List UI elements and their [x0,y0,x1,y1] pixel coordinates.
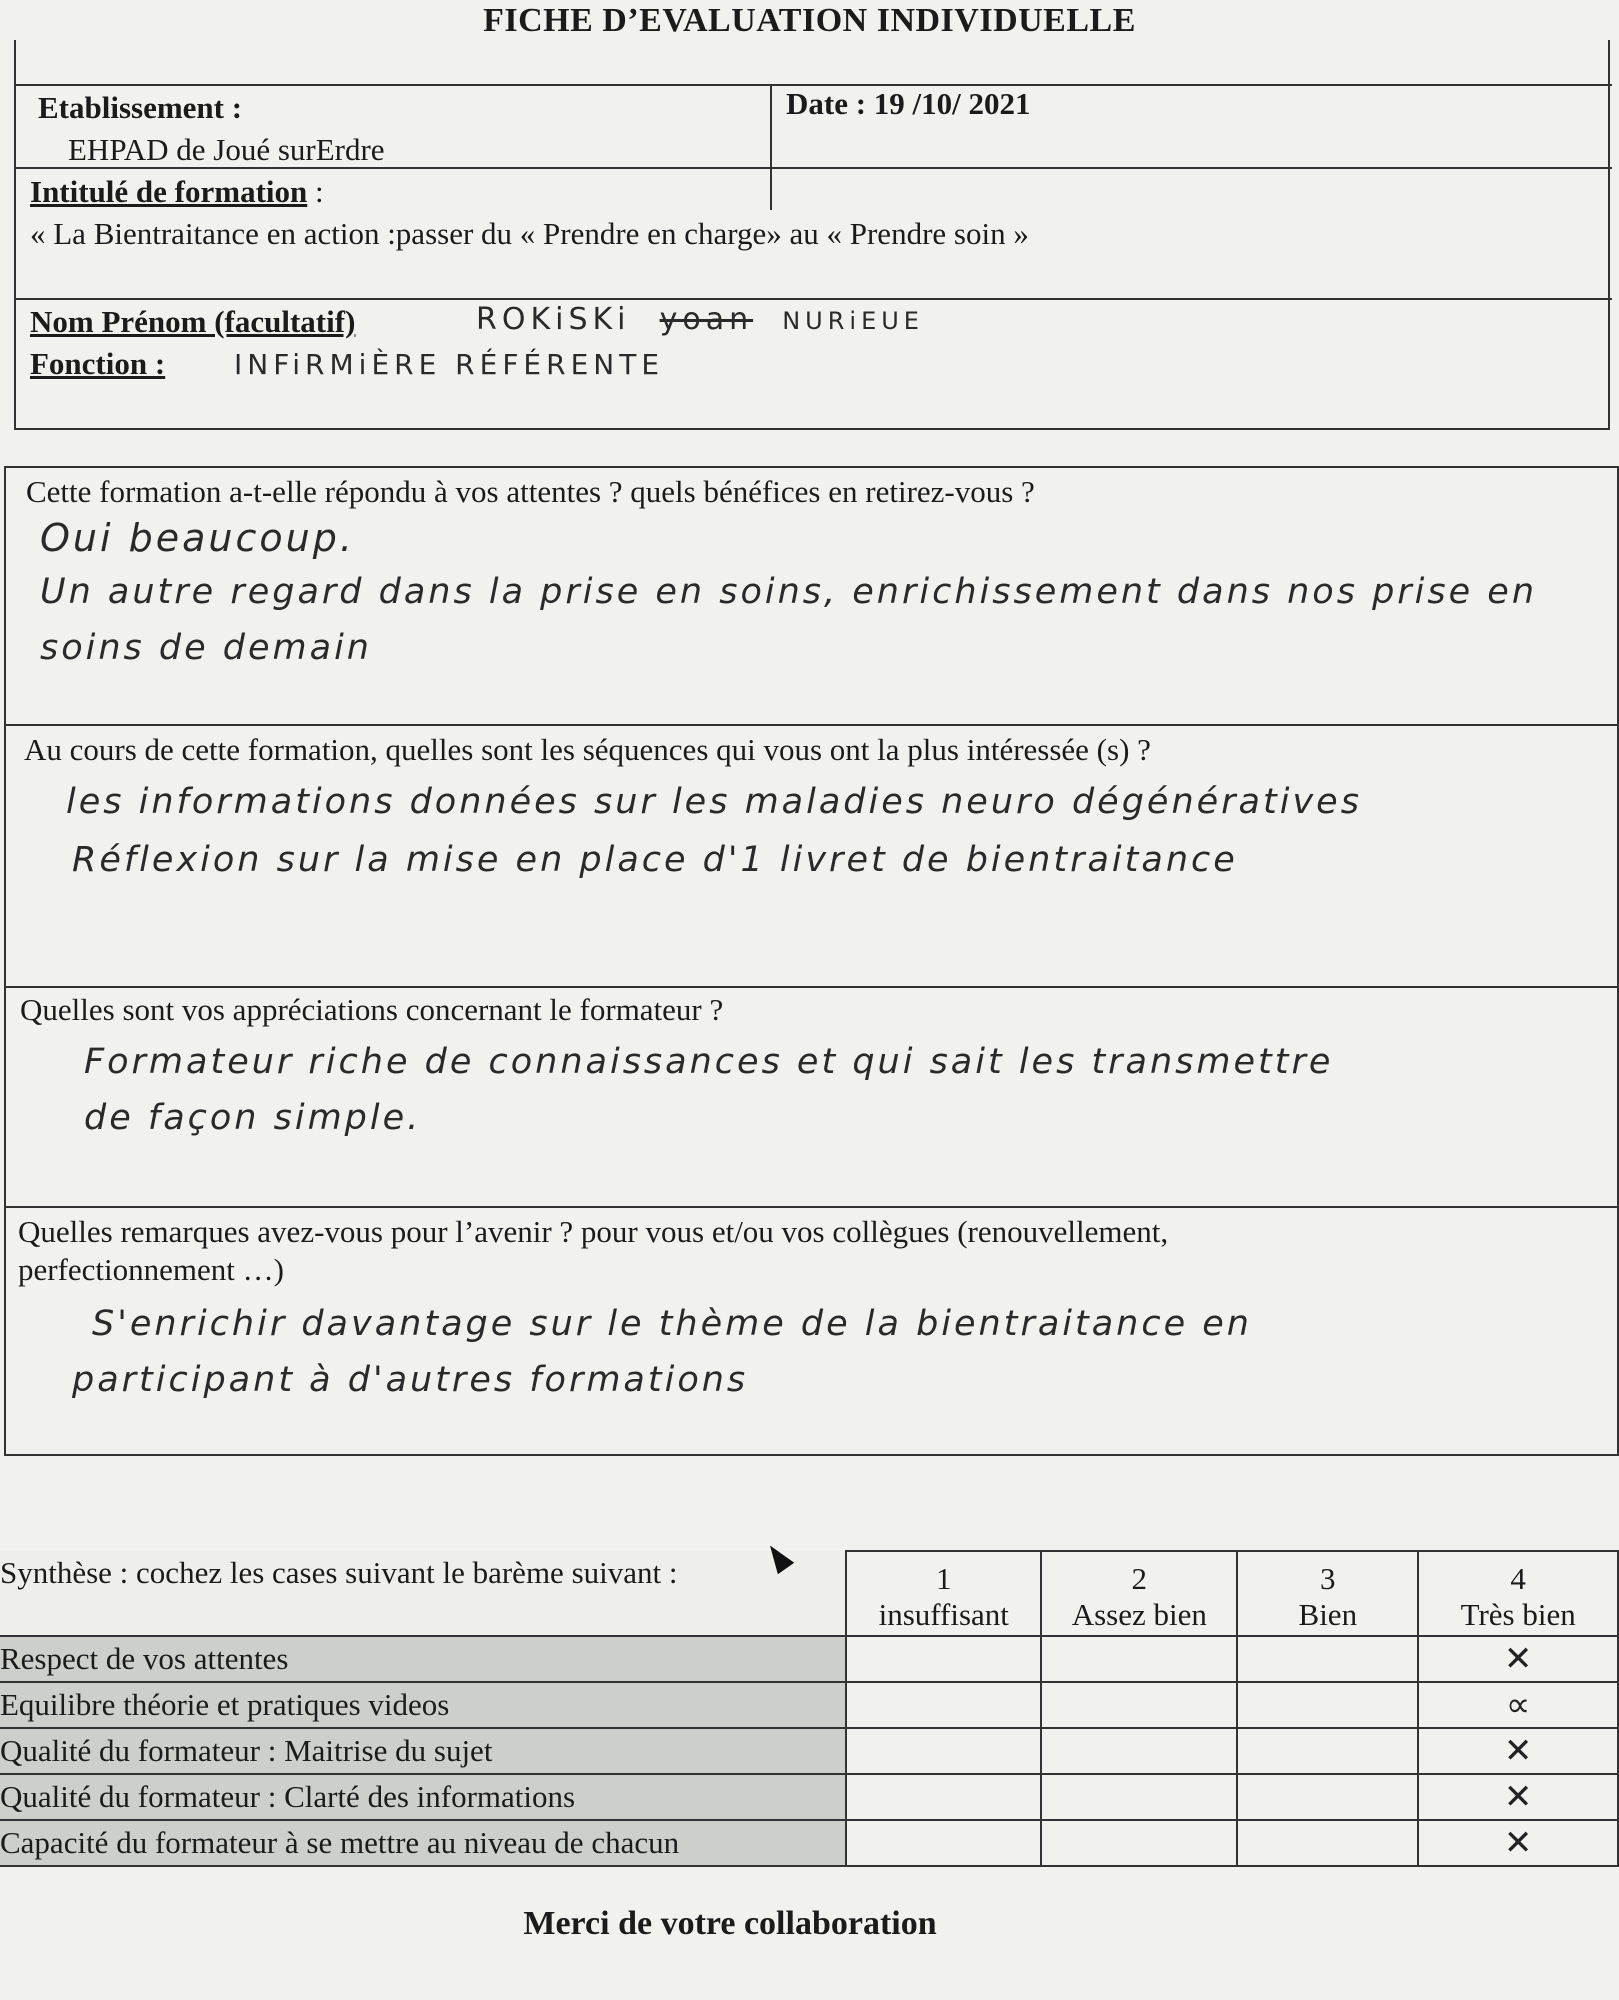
checkbox-cell[interactable] [846,1682,1041,1728]
etablissement-value: EHPAD de Joué surErdre [68,132,385,167]
answer-line: de façon simple. [84,1098,422,1138]
column-header [846,1551,1041,1636]
row-label: Respect de vos attentes [0,1636,846,1682]
column-header [1041,1551,1237,1636]
answer-line: soins de demain [40,628,372,668]
form-title: FICHE D’EVALUATION INDIVIDUELLE [483,2,1136,39]
row-label: Capacité du formateur à se mettre au niveau de chacun [0,1820,846,1866]
question-1 [6,468,1617,724]
table-row [0,1820,1618,1866]
question-4 [6,1206,1617,1460]
column-header [1237,1551,1418,1636]
column-number: 2 [1131,1561,1148,1596]
question-text: Cette formation a-t-elle répondu à vos attentes ? quels bénéfices en retirez-vous ? [26,474,1035,509]
date-label: Date : 19 /10/ 2021 [786,86,1031,121]
header-box [14,40,1610,430]
answer-line: Oui beaucoup. [40,516,355,560]
answer-line: Un autre regard dans la prise en soins, enrichissement dans nos prise en [40,572,1538,612]
question-3 [6,986,1617,1200]
column-number: 3 [1320,1561,1336,1596]
row-label: Qualité du formateur : Clarté des informations [0,1774,846,1820]
question-text: Au cours de cette formation, quelles sont les séquences qui vous ont la plus intéressée (s) ? [24,732,1151,767]
row-label: Equilibre théorie et pratiques videos [0,1682,846,1728]
checkbox-cell[interactable] [846,1820,1041,1866]
answer-line: Réflexion sur la mise en place d'1 livret de bientraitance [72,840,1238,880]
intitule-value: « La Bientraitance en action :passer du « Prendre en charge» au « Prendre soin » [30,216,1029,251]
nom-struck: yoan [659,302,754,337]
column-label: Bien [1298,1597,1358,1632]
question-2 [6,724,1617,982]
checkbox-cell[interactable] [1237,1728,1418,1774]
checkbox-cell[interactable] [846,1774,1041,1820]
answer-line: Formateur riche de connaissances et qui sait les transmettre [84,1042,1334,1082]
synthese-header-row [0,1551,1618,1636]
intitule-line [30,174,324,210]
checkbox-cell-checked[interactable]: ✕ [1418,1728,1618,1774]
nom-value-2: NURiEUE [782,307,924,335]
checkbox-cell[interactable] [1041,1774,1237,1820]
row-label: Qualité du formateur : Maitrise du sujet [0,1728,846,1774]
divider [16,298,1612,300]
synthese-intro: Synthèse : cochez les cases suivant le barème suivant : [0,1551,846,1636]
synthese-table [0,1550,1619,1867]
question-text-line1: Quelles remarques avez-vous pour l’avenir ? pour vous et/ou vos collègues (renouvellement, [18,1214,1169,1249]
column-label: Très bien [1460,1597,1576,1632]
intitule-label: Intitulé de formation [30,174,308,209]
fonction-label: Fonction : [30,346,166,381]
questions-box [4,466,1619,1456]
column-number: 4 [1510,1561,1526,1596]
answer-line: les informations données sur les maladies neuro dégénératives [66,782,1362,822]
answer-line: participant à d'autres formations [72,1360,749,1400]
checkbox-cell[interactable] [1041,1728,1237,1774]
nom-label: Nom Prénom (facultatif) [30,304,356,339]
table-row [0,1774,1618,1820]
checkbox-cell[interactable] [1041,1636,1237,1682]
checkbox-cell[interactable] [846,1728,1041,1774]
intitule-sep: : [307,174,324,209]
checkbox-cell-checked[interactable]: ✕ [1418,1774,1618,1820]
column-label: insuffisant [878,1597,1009,1632]
table-row [0,1682,1618,1728]
checkbox-cell[interactable] [1041,1820,1237,1866]
checkbox-cell[interactable] [1041,1682,1237,1728]
nom-value-1: ROKiSKi [476,302,631,337]
checkbox-cell-checked[interactable]: ✕ [1418,1820,1618,1866]
checkbox-cell[interactable] [846,1636,1041,1682]
question-text-line2: perfectionnement …) [18,1252,284,1287]
divider [770,84,772,210]
checkbox-cell-checked[interactable]: ∝ [1418,1682,1618,1728]
nom-value [476,302,924,337]
checkbox-cell[interactable] [1237,1636,1418,1682]
checkbox-cell[interactable] [1237,1774,1418,1820]
table-row [0,1636,1618,1682]
column-header [1418,1551,1618,1636]
question-text: Quelles sont vos appréciations concernant le formateur ? [20,992,724,1027]
checkbox-cell[interactable] [1237,1682,1418,1728]
etablissement-label: Etablissement : [38,90,243,125]
answer-line: S'enrichir davantage sur le thème de la bientraitance en [92,1304,1252,1344]
table-row [0,1728,1618,1774]
column-number: 1 [936,1561,952,1596]
fonction-value: INFiRMiÈRE RÉFÉRENTE [234,348,665,381]
footer-thanks: Merci de votre collaboration [523,1905,937,1942]
column-label: Assez bien [1071,1597,1207,1632]
checkbox-cell[interactable] [1237,1820,1418,1866]
checkbox-cell-checked[interactable]: ✕ [1418,1636,1618,1682]
